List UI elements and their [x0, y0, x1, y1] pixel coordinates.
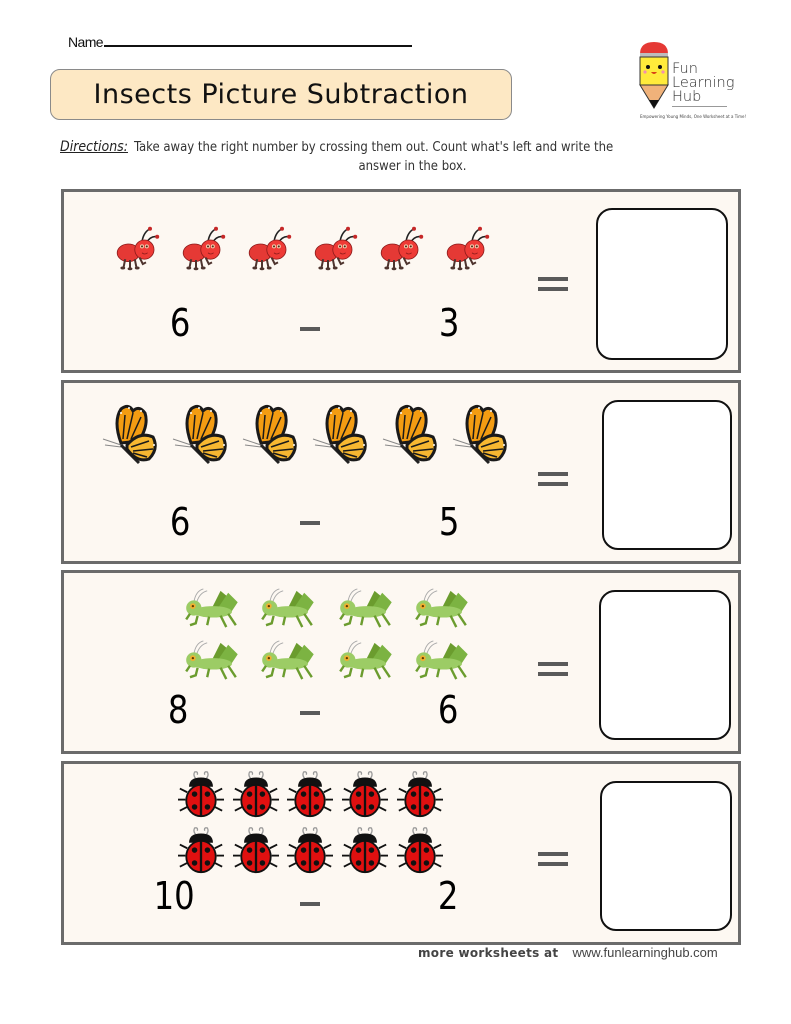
problem-panel-3: [61, 570, 741, 754]
butterfly-icon[interactable]: [238, 401, 300, 467]
subtrahend: 3: [438, 301, 460, 345]
grasshopper-icon[interactable]: [258, 587, 316, 629]
equals-sign: [538, 472, 568, 486]
problem-panel-1: [61, 189, 741, 373]
minus-sign: [300, 521, 320, 525]
minuend: 6: [169, 301, 191, 345]
logo-divider: [672, 106, 727, 107]
directions: [60, 138, 690, 176]
subtrahend: 5: [438, 500, 460, 544]
butterfly-icon[interactable]: [448, 401, 510, 467]
butterfly-icon[interactable]: [98, 401, 160, 467]
footer: [418, 945, 718, 960]
ladybug-icon[interactable]: [233, 770, 279, 820]
ant-icon[interactable]: [378, 218, 426, 278]
ladybug-icon[interactable]: [287, 770, 333, 820]
minuend: 6: [169, 500, 191, 544]
directions-text-line2: answer in the box.: [358, 159, 467, 174]
butterfly-icon[interactable]: [168, 401, 230, 467]
ant-icon[interactable]: [114, 218, 162, 278]
grasshopper-icon[interactable]: [412, 587, 470, 629]
name-input-line[interactable]: [104, 45, 412, 47]
ladybug-icon[interactable]: [178, 826, 224, 876]
grasshopper-icon[interactable]: [336, 639, 394, 681]
ladybug-icon[interactable]: [178, 770, 224, 820]
equals-sign: [538, 662, 568, 676]
title-banner: [50, 69, 512, 120]
directions-text-line1: Take away the right number by crossing them out. Count what's left and write the: [133, 140, 614, 155]
ladybug-icon[interactable]: [233, 826, 279, 876]
answer-box-1[interactable]: [596, 208, 728, 360]
equals-sign: [538, 852, 568, 866]
logo-line-learning: Learning: [672, 75, 735, 91]
answer-box-2[interactable]: [602, 400, 732, 550]
problem-panel-2: [61, 380, 741, 564]
grasshopper-icon[interactable]: [182, 639, 240, 681]
minuend: 10: [153, 874, 195, 918]
pencil-mascot-icon: [636, 40, 672, 112]
subtrahend: 2: [437, 874, 459, 918]
equals-sign: [538, 277, 568, 291]
footer-url-link[interactable]: www.funlearninghub.com: [572, 945, 718, 960]
page-title: Insects Picture Subtraction: [93, 79, 469, 110]
directions-label: Directions:: [60, 139, 128, 155]
logo-line-fun: Fun: [672, 61, 698, 77]
logo-wordmark: [672, 62, 734, 104]
answer-box-3[interactable]: [599, 590, 731, 740]
ladybug-icon[interactable]: [287, 826, 333, 876]
logo-line-hub: Hub: [672, 89, 702, 105]
grasshopper-icon[interactable]: [258, 639, 316, 681]
answer-box-4[interactable]: [600, 781, 732, 931]
ant-icon[interactable]: [180, 218, 228, 278]
grasshopper-icon[interactable]: [336, 587, 394, 629]
ant-icon[interactable]: [312, 218, 360, 278]
logo-tagline: Empowering Young Minds, One Worksheet at a Time!: [640, 114, 747, 119]
minuend: 8: [167, 688, 189, 732]
name-label: Name: [68, 34, 103, 50]
minus-sign: [300, 327, 320, 331]
subtrahend: 6: [437, 688, 459, 732]
footer-prefix: more worksheets at: [418, 946, 559, 960]
ladybug-icon[interactable]: [342, 770, 388, 820]
ant-icon[interactable]: [246, 218, 294, 278]
minus-sign: [300, 711, 320, 715]
ladybug-icon[interactable]: [342, 826, 388, 876]
butterfly-icon[interactable]: [308, 401, 370, 467]
butterfly-icon[interactable]: [378, 401, 440, 467]
ladybug-icon[interactable]: [397, 770, 443, 820]
ant-icon[interactable]: [444, 218, 492, 278]
ladybug-icon[interactable]: [397, 826, 443, 876]
grasshopper-icon[interactable]: [182, 587, 240, 629]
grasshopper-icon[interactable]: [412, 639, 470, 681]
minus-sign: [300, 902, 320, 906]
problem-panel-4: [61, 761, 741, 945]
